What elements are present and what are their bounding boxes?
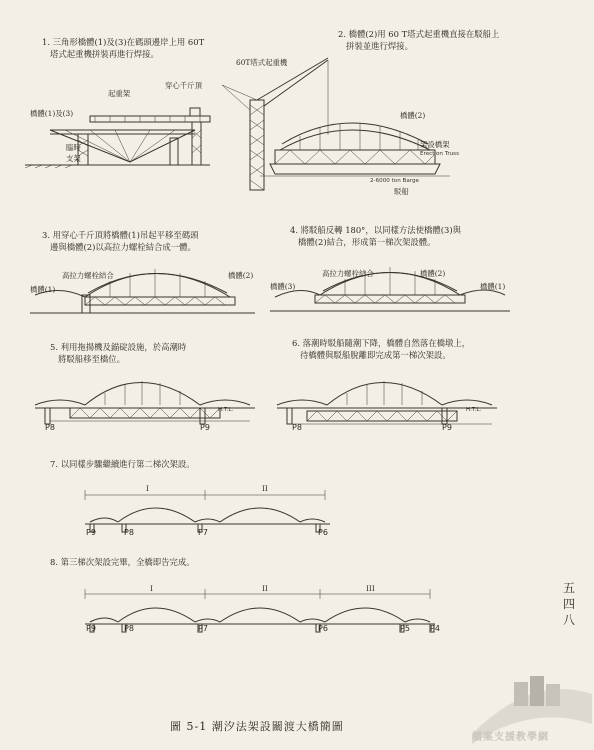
span-label-I-step8: I [150,584,153,593]
pier-p6-step8: P6 [318,624,328,633]
label-jack: 穿心千斤頂 [165,81,202,90]
step-7-text [50,458,195,470]
page-number: 五 四 八 [562,581,575,627]
step-4-line-1: 4. 將駁船反轉 180°，以同樣方法使橋體(3)與 [290,225,461,235]
step-2-line-1: 2. 橋體(2)用 60 T塔式起重機直接在駁船上 [338,29,500,39]
watermark-text: 檔案支援教學網 [472,732,549,743]
label-erection-truss-en: Erection Truss [420,151,459,157]
diagram-step-3 [30,255,260,320]
label-body-2-step4: 橋體(2) [420,269,446,278]
figure-caption: 圖 5-1 潮汐法架設關渡大橋簡圖 [170,720,344,733]
step-6-line-2: 待橋體與駁船脫離即完成第一梯次架設。 [292,350,451,360]
span-label-II-step7: II [262,484,268,493]
step-3-line-2: 邊與橋體(2)以高拉力螺栓結合成一體。 [42,242,196,252]
step-5-text [50,341,186,365]
label-body-2: 橋體(2) [400,111,426,120]
pier-p4-step8: P4 [430,624,440,633]
pier-p8-step6: P8 [292,423,302,432]
label-barge: 駁船 [394,187,409,196]
step-6-line-1: 6. 落潮時駁船隨潮下降，橋體自然落在橋墩上， [292,338,471,348]
label-htl-step6: H.T.L. [466,407,482,413]
step-5-line-2: 將駁船移至橋位。 [50,354,125,364]
step-2-line-2: 拼裝並進行焊接。 [338,41,413,51]
label-body-1-step4: 橋體(1) [480,282,506,291]
step-4-text [290,224,461,248]
label-tower-crane: 60T塔式起重機 [236,58,288,67]
label-crane-frame: 起重架 [108,89,131,98]
pier-p9-step5: P9 [200,423,210,432]
diagram-step-7 [80,480,340,540]
pier-p5-step8: P5 [400,624,410,633]
step-7-line-1: 7. 以同樣步驟繼續進行第二梯次架設。 [50,459,195,469]
step-3-line-1: 3. 用穿心千斤頂將橋體(1)吊起平移至碼頭 [42,230,199,240]
label-body-1-3: 橋體(1)及(3) [30,109,74,118]
diagram-step-1 [20,90,220,180]
label-htl-step5: H.T.L. [218,407,234,413]
step-1-text [42,36,204,60]
pier-p8-step5: P8 [45,423,55,432]
step-8-line-1: 8. 第三梯次架設完畢，全橋即告完成。 [50,557,195,567]
diagram-step-8 [80,582,440,642]
pier-p7-step7: P7 [198,528,208,537]
step-6-text [292,337,470,361]
step-1-line-2: 塔式起重機拼裝再進行焊接。 [42,49,159,59]
span-label-II-step8: II [262,584,268,593]
pier-p9-step8: P9 [86,624,96,633]
pier-p6-step7: P6 [318,528,328,537]
pier-p9-step7: P9 [86,528,96,537]
step-5-line-1: 5. 利用拖揚機及錨碇設施，於高潮時 [50,342,187,352]
span-label-I-step7: I [146,484,149,493]
span-label-III-step8: III [366,584,375,593]
diagram-step-4 [270,255,510,320]
label-body-2-step3: 橋體(2) [228,271,254,280]
label-bolt-joint-4: 高拉力螺栓結合 [322,269,374,278]
pier-p8-step7: P8 [124,528,134,537]
label-erection-truss: 架設橋架 [420,140,450,149]
pier-p9-step6: P9 [442,423,452,432]
diagram-step-5 [30,375,260,430]
label-temp-support: 臨時 支架 [66,143,81,163]
pier-p7-step8: P7 [198,624,208,633]
step-8-text [50,556,195,568]
step-4-line-2: 橋體(2)結合，形成第一梯次架設體。 [290,237,436,247]
label-bolt-joint-3: 高拉力螺栓結合 [62,271,114,280]
diagram-step-6 [272,375,502,430]
label-barge-en: 2-6000 ton Barge [370,178,419,184]
pier-p8-step8: P8 [124,624,134,633]
label-body-3-step4: 橋體(3) [270,282,296,291]
step-1-line-1: 1. 三角形橋體(1)及(3)在碼頭邊岸上用 60T [42,37,205,47]
step-3-text [42,229,199,253]
label-body-1-step3: 橋體(1) [30,285,56,294]
